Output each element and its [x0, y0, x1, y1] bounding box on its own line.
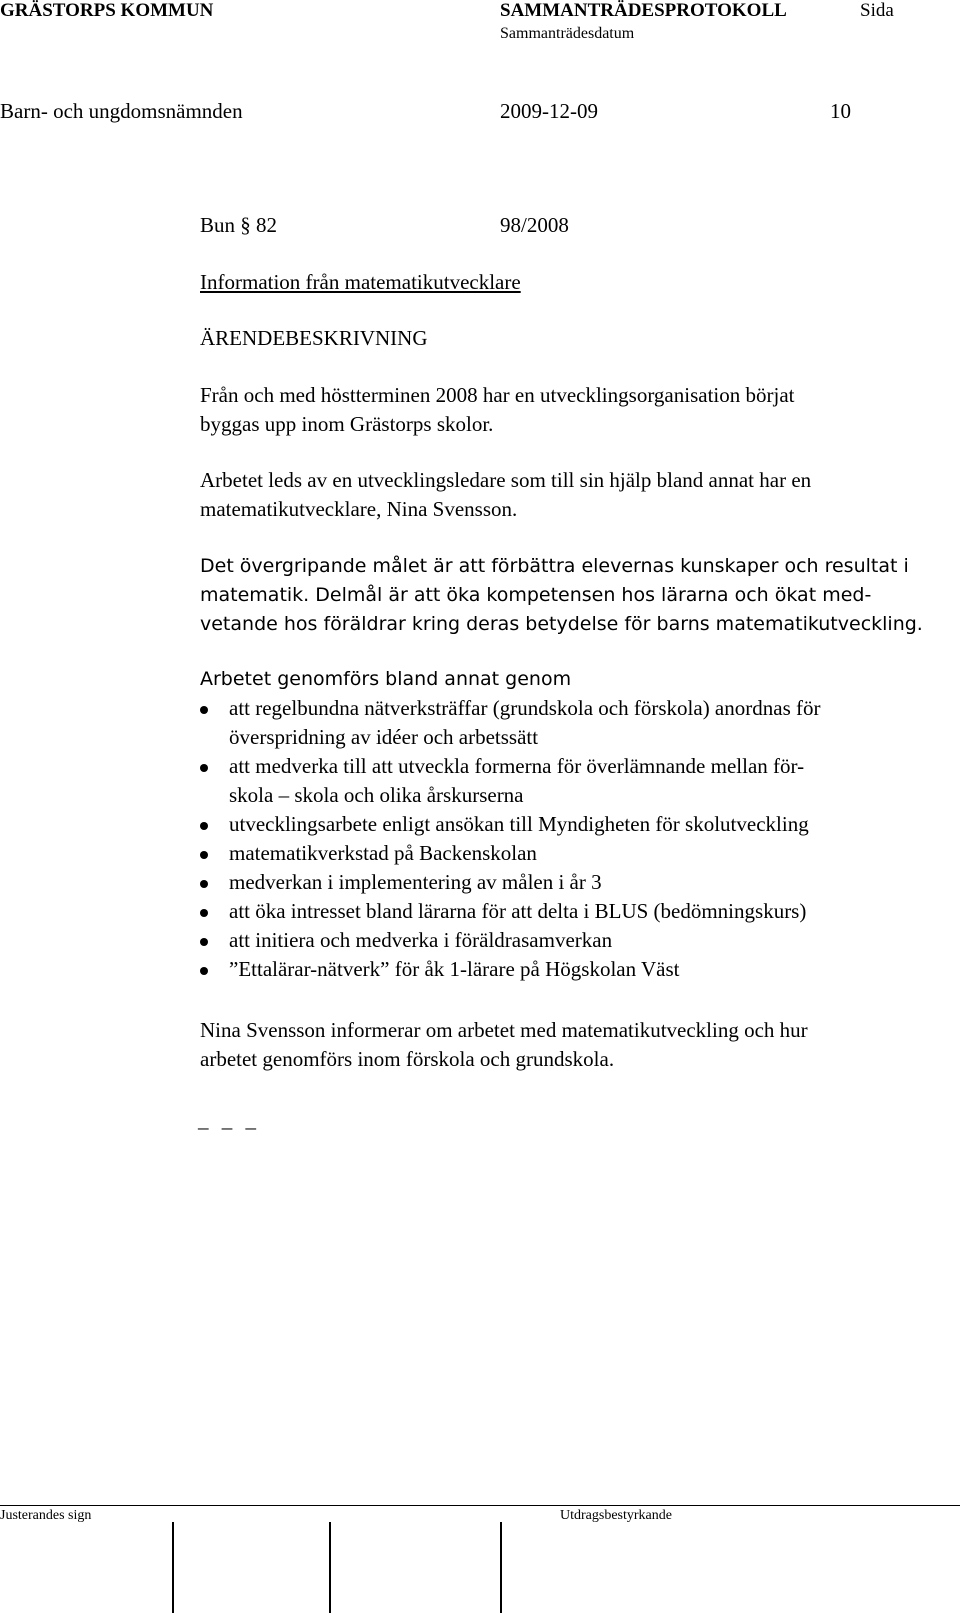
- signature-box-divider: [500, 1522, 502, 1613]
- paragraph-line: Arbetet leds av en utvecklingsledare som till sin hjälp bland annat har en: [200, 468, 812, 492]
- list-item: [200, 955, 900, 984]
- list-item-line: utvecklingsarbete enligt ansökan till Myndigheten för skolutveckling: [229, 812, 809, 836]
- list-item: [200, 868, 900, 897]
- org-name: GRÄSTORPS KOMMUN: [0, 0, 214, 21]
- paragraph-line: byggas upp inom Grästorps skolor.: [200, 412, 494, 436]
- list-item: [200, 694, 900, 752]
- paragraph-line: Det övergripande målet är att förbättra elevernas kunskaper och resultat i: [200, 555, 909, 577]
- bullet-icon: [200, 938, 208, 946]
- list-item-line: att medverka till att utveckla formerna för överlämnande mellan för-: [229, 754, 805, 778]
- list-item: [200, 752, 900, 810]
- list-item-line: överspridning av idéer och arbetssätt: [229, 725, 539, 749]
- list-item: [200, 897, 900, 926]
- bullet-icon: [200, 851, 208, 859]
- list-item: [200, 839, 900, 868]
- activity-list: [200, 694, 900, 984]
- paragraph-line: Från och med höstterminen 2008 har en utvecklingsorganisation börjat: [200, 383, 795, 407]
- meeting-date: 2009-12-09: [500, 99, 598, 123]
- list-item-line: att initiera och medverka i föräldrasamverkan: [229, 928, 613, 952]
- bullet-icon: [200, 706, 208, 714]
- footer-rule: [0, 1505, 960, 1506]
- case-title: Information från matematikutvecklare: [200, 270, 521, 294]
- signature-box-divider: [329, 1522, 331, 1613]
- section-heading: ÄRENDEBESKRIVNING: [200, 326, 428, 350]
- meeting-date-label: Sammanträdesdatum: [500, 25, 635, 42]
- signature-box-divider: [172, 1522, 174, 1613]
- bullet-icon: [200, 822, 208, 830]
- list-item-line: skola – skola och olika årskurserna: [229, 783, 524, 807]
- list-intro: Arbetet genomförs bland annat genom: [200, 668, 572, 690]
- case-number: Bun § 82: [200, 213, 278, 237]
- list-item-line: att regelbundna nätverksträffar (grundskola och förskola) anordnas för: [229, 696, 821, 720]
- case-reference: 98/2008: [500, 213, 569, 237]
- paragraph-line: matematik. Delmål är att öka kompetensen hos lärarna och ökat med-: [200, 584, 872, 606]
- list-item-line: matematikverkstad på Backenskolan: [229, 841, 537, 865]
- paragraph-line: vetande hos föräldrar kring deras betydelse för barns matematikutveckling.: [200, 613, 923, 635]
- bullet-icon: [200, 880, 208, 888]
- justerandes-sign-label: Justerandes sign: [0, 1508, 92, 1523]
- list-item-line: ”Ettalärar-nätverk” för åk 1-lärare på Högskolan Väst: [229, 957, 680, 981]
- bullet-icon: [200, 909, 208, 917]
- section-separator: _ _ _: [198, 1108, 260, 1132]
- bullet-icon: [200, 967, 208, 975]
- closing-line: arbetet genomförs inom förskola och grundskola.: [200, 1047, 615, 1071]
- closing-line: Nina Svensson informerar om arbetet med matematikutveckling och hur: [200, 1018, 808, 1042]
- list-item: [200, 926, 900, 955]
- list-item: [200, 810, 900, 839]
- committee-name: Barn- och ungdomsnämnden: [0, 99, 243, 123]
- document-type: SAMMANTRÄDESPROTOKOLL: [500, 0, 787, 21]
- utdragsbestyrkande-label: Utdragsbestyrkande: [560, 1508, 672, 1523]
- list-item-line: att öka intresset bland lärarna för att delta i BLUS (bedömningskurs): [229, 899, 807, 923]
- bullet-icon: [200, 764, 208, 772]
- page-label: Sida: [860, 0, 894, 21]
- page-number: 10: [830, 99, 851, 123]
- list-item-line: medverkan i implementering av målen i år 3: [229, 870, 602, 894]
- paragraph-line: matematikutvecklare, Nina Svensson.: [200, 497, 518, 521]
